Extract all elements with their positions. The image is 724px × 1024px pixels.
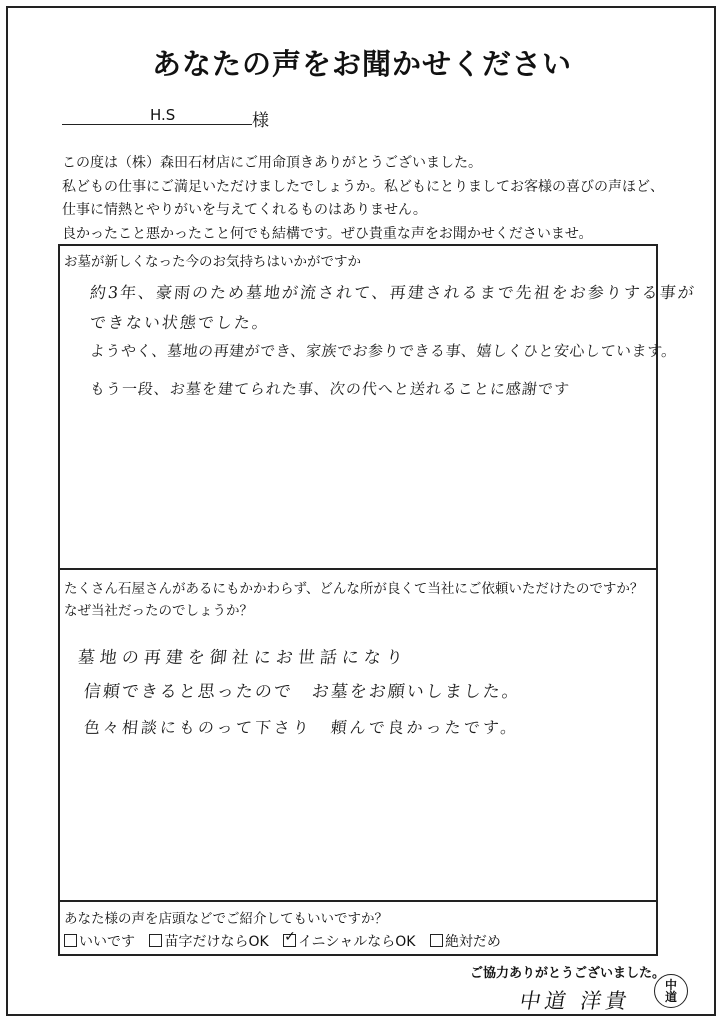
question2-label: なぜ当社だったのでしょうか？ [64, 603, 253, 619]
customer-name: H.S [150, 106, 176, 124]
consent-options [64, 931, 511, 951]
question2-label: たくさん石屋さんがあるにもかかわらず、どんな所が良くて当社にご依頼いただけたのですか？ [64, 581, 644, 597]
seal-stamp: 中 道 [654, 974, 688, 1008]
checked-checkbox-icon[interactable] [283, 934, 296, 947]
checkbox-icon[interactable] [149, 934, 162, 947]
option-yes[interactable]: いいです [64, 931, 135, 951]
signature: 中道 洋貴 [517, 989, 633, 1013]
answer1-line: 約3年、豪雨のため墓地が流されて、再建されるまで先祖をお参りする事が [88, 283, 697, 302]
answer2-line: 信頼できると思ったので お墓をお願いしました。 [82, 682, 522, 702]
question3-box [58, 900, 658, 956]
page-title: あなたの声をお聞かせください [151, 47, 572, 81]
intro-line: 良かったこと悪かったこと何でも結構です。ぜひ貴重な声をお聞かせくださいませ。 [62, 225, 593, 242]
answer1-line: ようやく、墓地の再建ができ、家族でお参りできる事、嬉しくひと安心しています。 [89, 342, 678, 360]
customer-name-line [62, 102, 252, 125]
option-initials-only[interactable]: ✓ イニシャルならOK [283, 931, 415, 951]
answer2-line: 墓地の再建を御社にお世話になり [76, 648, 409, 668]
intro-line: 仕事に情熱とやりがいを与えてくれるものはありません。 [62, 202, 427, 218]
answer1-line: もう一段、お墓を建てられた事、次の代へと送れることに感謝です [89, 380, 571, 398]
question1-box [58, 244, 697, 570]
intro-text [62, 152, 682, 246]
question1-label: お墓が新しくなった今のお気持ちはいかがですか [64, 254, 361, 270]
intro-line: この度は（株）森田石材店にご用命頂きありがとうございました。 [62, 155, 482, 171]
option-surname-only[interactable]: 苗字だけならOK [149, 931, 268, 951]
question2-box [58, 568, 658, 902]
option-no[interactable]: 絶対だめ [430, 931, 501, 951]
thanks-message: ご協力ありがとうございました。 [470, 966, 666, 981]
answer1-line: できない状態でした。 [88, 313, 271, 332]
honorific: 様 [252, 111, 269, 131]
checkbox-icon[interactable] [430, 934, 443, 947]
intro-line: 私どもの仕事にご満足いただけましたでしょうか。私どもにとりましてお客様の喜びの声ほど、 [62, 178, 664, 195]
checkbox-icon[interactable] [64, 934, 77, 947]
question3-label: あなた様の声を店頭などでご紹介してもいいですか？ [64, 911, 388, 927]
answer2-line: 色々相談にものって下さり 頼んで良かったです。 [82, 718, 521, 737]
